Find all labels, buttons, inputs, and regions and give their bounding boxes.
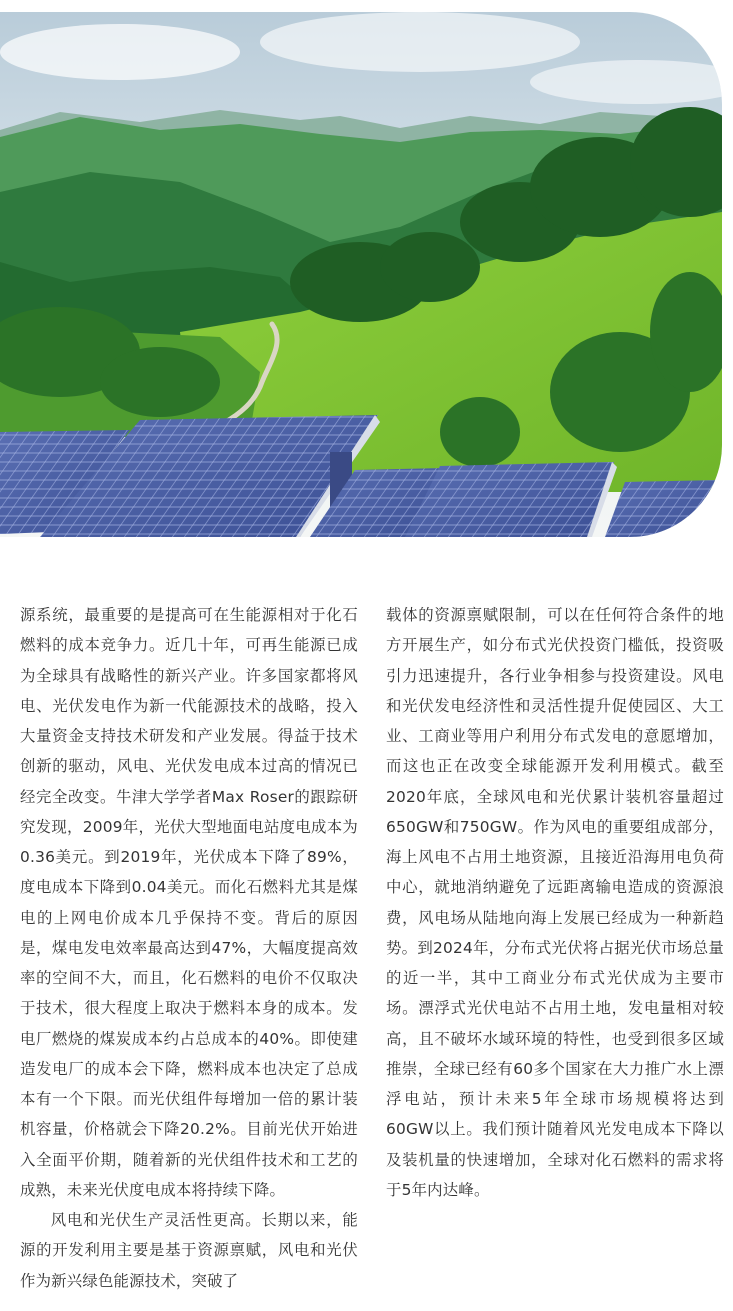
article-paragraph: 载体的资源禀赋限制，可以在任何符合条件的地方开展生产，如分布式光伏投资门槛低，投资吸引力迅速提升，各行业争相参与投资建设。风电和光伏发电经济性和灵活性提升促使园区、大工业、工商业等用户利用分布式发电的意愿增加，而这也正在改变全球能源开发利用模式。截至2020年底，全球风电和光伏累计装机容量超过650GW和750GW。作为风电的重要组成部分，海上风电不占用土地资源，且接近沿海用电负荷中心，就地消纳避免了远距离输电造成的资源浪费，风电场从陆地向海上发展已经成为一种新趋势。到2024年，分布式光伏将占据光伏市场总量的近一半，其中工商业分布式光伏成为主要市场。漂浮式光伏电站不占用土地，发电量相对较高，且不破坏水域环境的特性，也受到很多区域推崇，全球已经有60多个国家在大力推广水上漂浮电站，预计未来5年全球市场规模将达到60GW以上。我们预计随着风光发电成本下降以及装机量的快速增加，全球对化石燃料的需求将于5年内达峰。 — [386, 606, 724, 1199]
article-column-left — [20, 600, 358, 1296]
cloud — [0, 24, 240, 80]
mountain-solar-panels-illustration — [0, 12, 722, 537]
hero-photo — [0, 12, 722, 537]
article-paragraph: 风电和光伏生产灵活性更高。长期以来，能源的开发利用主要是基于资源禀赋，风电和光伏作为新兴绿色能源技术，突破了 — [20, 1211, 358, 1290]
article-paragraph: 源系统，最重要的是提高可在生能源相对于化石燃料的成本竞争力。近几十年，可再生能源已成为全球具有战略性的新兴产业。许多国家都将风电、光伏发电作为新一代能源技术的战略，投入大量资金支持技术研发和产业发展。得益于技术创新的驱动，风电、光伏发电成本过高的情况已经完全改变。牛津大学学者Max Roser的跟踪研究发现，2009年，光伏大型地面电站度电成本为0.36美元。到2019年，光伏成本下降了89%，度电成本下降到0.04美元。而化石燃料尤其是煤电的上网电价成本几乎保持不变。背后的原因是，煤电发电效率最高达到47%，大幅度提高效率的空间不大，而且，化石燃料的电价不仅取决于技术，很大程度上取决于燃料本身的成本。发电厂燃烧的煤炭成本约占总成本的40%。即使建造发电厂的成本会下降，燃料成本也决定了总成本有一个下限。而光伏组件每增加一倍的累计装机容量，价格就会下降20.2%。目前光伏开始进入全面平价期，随着新的光伏组件技术和工艺的成熟，未来光伏度电成本将持续下降。 — [20, 606, 358, 1199]
article-column-right — [386, 600, 724, 1205]
cloud — [260, 12, 580, 72]
